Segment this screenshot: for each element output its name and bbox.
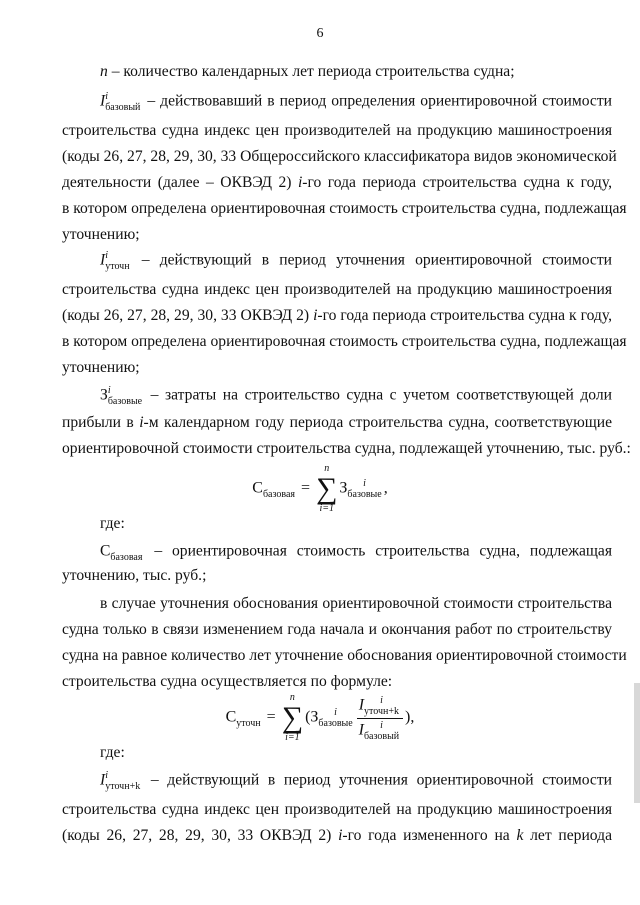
line-z-bazovye-definition	[100, 385, 612, 407]
paragraph-line	[62, 174, 612, 192]
sup-i: i	[105, 770, 108, 781]
sup-i: i	[380, 694, 383, 706]
paragraph-line: строительства судна индекс цен производителей на продукцию машиностроения	[62, 281, 612, 298]
text: (коды 26, 27, 28, 29, 30, 33 ОКВЭД 2)	[62, 307, 314, 324]
symbol-scripts	[105, 770, 140, 792]
symbol-scripts	[105, 250, 129, 272]
text: деятельности (далее – ОКВЭД 2)	[62, 174, 298, 191]
line-c-bazovaya-definition	[100, 541, 612, 563]
text: – затраты на строительство судна с учетом соответствующей доли	[144, 386, 612, 404]
text: – действующий в период уточнения ориентировочной стоимости	[142, 771, 612, 789]
symbol-C: С	[100, 542, 111, 560]
symbol-scripts	[105, 91, 140, 113]
symbol-scripts	[110, 541, 142, 563]
open-paren: (	[305, 708, 311, 726]
paragraph-line	[62, 827, 612, 845]
paragraph-line: (коды 26, 27, 28, 29, 30, 33 Общероссийского классификатора видов экономической	[62, 148, 617, 165]
symbol-C: С	[252, 479, 263, 497]
paragraph-line: судна только в связи изменением года начала и окончания работ по строительству	[62, 621, 612, 638]
paragraph-line	[62, 307, 612, 325]
text: -м календарном году периода строительства судна, соответствующие	[143, 414, 613, 431]
sub-utochn-k: уточн+k	[364, 705, 400, 717]
text: -го года периода строительства судна к году,	[302, 174, 612, 191]
text: – ориентировочная стоимость строительства судна, подлежащая	[144, 542, 612, 560]
symbol-i: i	[313, 307, 318, 324]
line-n-definition	[100, 63, 612, 81]
page-number: 6	[316, 26, 324, 41]
sup-i: i	[105, 250, 108, 261]
text: (коды 26, 27, 28, 29, 30, 33 ОКВЭД 2)	[62, 827, 339, 844]
sub-bazovyi: базовый	[105, 102, 141, 113]
spacer	[236, 707, 260, 718]
fraction	[357, 695, 403, 742]
sub-bazovaya: базовая	[110, 552, 143, 563]
line-i-utochn-definition	[100, 250, 612, 272]
sub-bazovyi: базовый	[363, 730, 400, 742]
paragraph-line: где:	[100, 515, 125, 532]
sup-i: i	[380, 719, 383, 731]
formula-c-utochn	[0, 693, 640, 743]
equals: =	[296, 479, 315, 497]
sup-i: i	[334, 707, 337, 718]
sub-bazovye: базовые	[347, 489, 382, 500]
text: -го года измененного на	[342, 827, 517, 844]
symbol-I: I	[358, 721, 364, 739]
paragraph-line: где:	[100, 744, 125, 761]
symbol-Z: З	[100, 386, 108, 404]
sub-bazovye: базовые	[318, 718, 353, 729]
symbol-i: i	[139, 414, 144, 431]
text: прибыли в	[62, 414, 140, 431]
symbol-Z: З	[339, 479, 348, 497]
text: -го года периода строительства судна к году,	[317, 307, 612, 324]
spacer	[263, 478, 295, 489]
sigma: ∑	[281, 701, 304, 734]
paragraph-line: судна на равное количество лет уточнение обоснования ориентировочной стоимости	[62, 647, 627, 664]
text: – действующий в период уточнения ориентировочной стоимости	[131, 251, 612, 269]
symbol-scripts	[236, 707, 260, 729]
close-paren: ),	[405, 708, 415, 726]
sub-utochn: уточн	[236, 718, 261, 729]
spacer	[110, 541, 142, 552]
sup-i: i	[107, 385, 111, 396]
symbol-k: k	[516, 827, 524, 844]
sub-utochn: уточн	[105, 261, 130, 272]
symbol-C: С	[225, 708, 237, 726]
paragraph-line: строительства судна осуществляется по формуле:	[62, 673, 393, 690]
text: лет периода	[523, 827, 612, 844]
symbol-scripts	[364, 720, 399, 742]
paragraph-line: строительства судна индекс цен производителей на продукцию машиностроения	[62, 801, 612, 818]
sum-operator	[282, 693, 303, 743]
paragraph-line: в котором определена ориентировочная стоимость строительства судна, подлежащая	[62, 200, 627, 217]
paragraph-line: строительства судна индекс цен производителей на продукцию машиностроения	[62, 122, 612, 139]
symbol-scripts	[318, 707, 352, 729]
sum-upper: n	[324, 463, 330, 474]
line-i-utochn-k-definition	[100, 770, 612, 792]
sum-lower: i=1	[285, 732, 300, 743]
symbol-I: I	[100, 92, 106, 110]
paragraph-line: уточнению;	[62, 359, 140, 376]
symbol-I: I	[358, 696, 365, 714]
symbol-scripts	[364, 695, 399, 717]
paragraph-line: уточнению;	[62, 226, 140, 243]
denominator	[357, 719, 403, 742]
paragraph-line: уточнению, тыс. руб.;	[62, 567, 207, 584]
symbol-scripts	[347, 478, 381, 500]
symbol-Z: З	[310, 708, 319, 726]
sum-lower: i=1	[319, 503, 334, 514]
symbol-scripts	[263, 478, 295, 500]
paragraph-line: в случае уточнения обоснования ориентировочной стоимости строительства	[100, 595, 612, 612]
sigma: ∑	[316, 472, 338, 505]
paragraph-line: ориентировочной стоимости строительства судна, подлежащей уточнению, тыс. руб.:	[62, 440, 631, 457]
sub-utochn-k: уточн+k	[105, 781, 141, 792]
symbol-I: I	[100, 251, 106, 269]
symbol-i: i	[338, 827, 343, 844]
paragraph-line: в котором определена ориентировочная стоимость строительства судна, подлежащая	[62, 333, 627, 350]
symbol-scripts	[108, 385, 142, 407]
equals: =	[262, 708, 280, 726]
numerator	[357, 695, 403, 719]
sub-bazovaya: базовая	[262, 489, 295, 500]
text: – действовавший в период определения ориентировочной стоимости	[142, 92, 612, 110]
sup-i: i	[363, 478, 366, 489]
symbol-i: i	[297, 174, 303, 191]
sum-upper: n	[289, 692, 295, 703]
paragraph-line	[62, 414, 612, 432]
sum-operator	[316, 464, 337, 514]
sub-bazovye: базовые	[107, 396, 143, 407]
formula-c-bazovaya	[0, 464, 640, 514]
sup-i: i	[105, 91, 108, 102]
symbol-I: I	[100, 771, 106, 789]
text: – количество календарных лет периода строительства судна;	[107, 63, 515, 80]
symbol-n: n	[100, 63, 108, 80]
line-i-bazovyi-definition	[100, 91, 612, 113]
comma: ,	[383, 479, 388, 497]
